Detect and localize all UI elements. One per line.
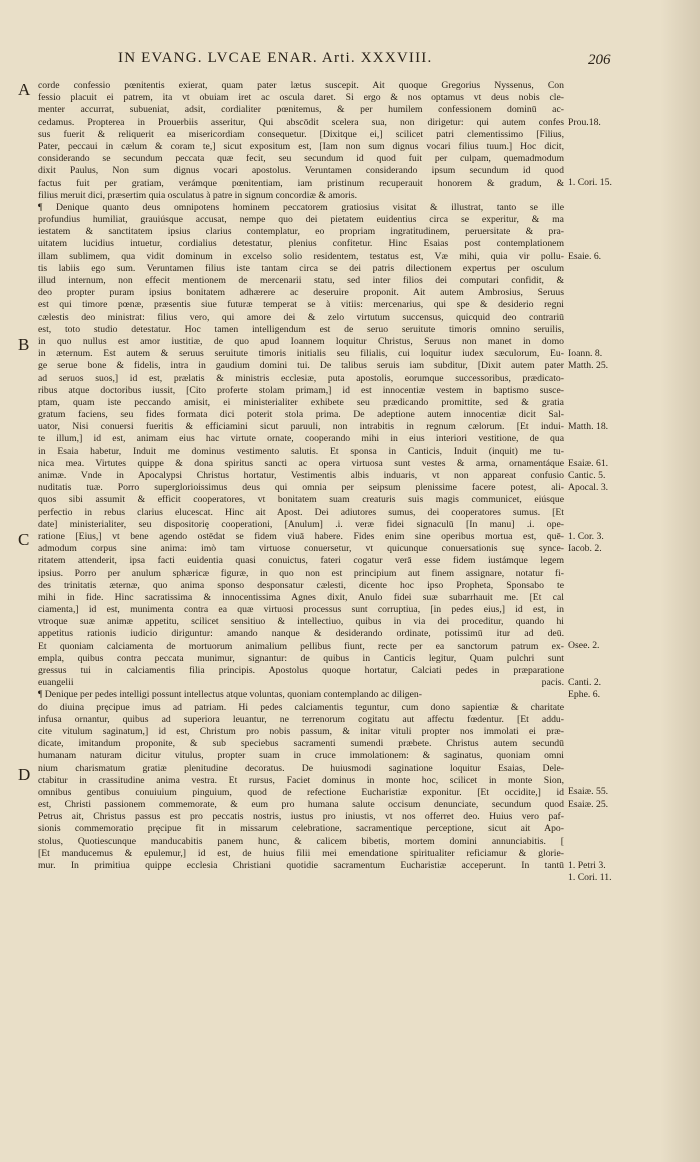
margin-reference: Matth. 18. [568, 421, 609, 433]
margin-reference: Prou.18. [568, 116, 601, 128]
margin-reference: 1. Petri 3. [568, 859, 606, 871]
text-line: dixit Paulus, Non sum dignus vocari apostolus. Veruntamen considerando ipsum secundum id quod [38, 165, 564, 177]
text-line: admodum corpus sine anima: imò tam virtuose conuersetur, vt quicunque conuersationis suę synce- [38, 543, 564, 555]
text-line: infusa ornantur, quibus ad superiora leuantur, ne terrenorum cogitatu aut affectu fœdentur. [Et addu- [38, 713, 564, 725]
margin-reference: Esaie. 6. [568, 250, 602, 262]
text-line: uitatem lucidius intuetur, cordialius detestatur, plenius confitetur. Hinc Esaias post contemplationem [38, 238, 564, 250]
text-line: ipsius. Porro per anulum sphæricæ figuræ, in quo non est principium aut finem assignare, notatur fi- [38, 567, 564, 579]
margin-reference: Esaiæ. 25. [568, 798, 609, 810]
text-line: Pater, peccaui in cælum & coram te,] sicut expositum est, [Iam non sum dignus vocari filius tuum.] Hoc dicit, [38, 140, 564, 152]
text-line: vtroque suæ animæ appetitu, scilicet sensitiuo & intellectiuo, quibus in via dei proceditur, quando hi [38, 616, 564, 628]
text-line: fessio placuit ei patrem, ita vt obuiam iret ac oscula daret. Si ergo & nos optamus vt deus nobis cle- [38, 92, 564, 104]
text-line: perfectio in rebus clarius elucescat. Hinc ait Apost. Dei adiutores sumus, dei cooperatores sumus. [Et [38, 506, 564, 518]
margin-reference: Canti. 2. [568, 676, 602, 688]
text-line: cedamus. Propterea in Prouerbiis asseritur, Qui abscōdit scelera sua, non dirigetur: qui autem confes [38, 116, 564, 128]
margin-reference: 1. Cori. 11. [568, 871, 612, 883]
section-marker-c: C [18, 530, 30, 549]
text-line: cælestis deo ministrat: filius vero, qui amore dei & zelo virtutum succensus, quicquid deo contrariū [38, 311, 564, 323]
section-marker-a: A [18, 80, 31, 99]
text-line: des trinitatis æternæ, quo anima sponso desponsatur cælesti, dicente hoc ipso Propheta, Sponsabo te [38, 579, 564, 591]
margin-reference: Matth. 25. [568, 360, 609, 372]
text-line: in quo nullus est amor iustitiæ, de quo apud Ioannem loquitur Christus, Seruus non manet in domo [38, 335, 564, 347]
text-line: est qui timore pœnæ, præsentis siue futuræ temperat se à vitiis: mercenarius, qui spe & desiderio regni [38, 299, 564, 311]
text-line: profundius humiliat, grauiúsque accusat, nempe quo dei pietatem euidentius circa se experitur, & ma [38, 214, 564, 226]
text-line: corde confessio pœnitentis exierat, quam pater lætus suscepit. Ait quoque Gregorius Nyssenus, Con [38, 80, 564, 91]
text-line: omnibus gentibus conuiuium pinguium, quod de refectione Eucharistiæ exponitur. [Et occidite,] id [38, 786, 564, 798]
text-line: te illum,] id est, animam eius hac virtute ornate, cooperando mihi in eius interiori vestitione, de qua [38, 433, 564, 445]
text-line: Et quoniam calciamenta de mortuorum animalium pellibus fiunt, recte per ea sanctorum patrum ex- [38, 640, 564, 652]
margin-reference: Cantic. 5. [568, 469, 606, 481]
text-line: stolus, Quotiescunque manducabitis panem hunc, & calicem bibetis, mortem domini annunciabitis. [ [38, 835, 564, 847]
text-line: Petrus ait, Christus passus est pro peccatis nostris, iustus pro iniustis, vt nos offerret deo. Huius vero paf- [38, 811, 564, 823]
text-line: ad seruos suos,] id est, prælatis & ministris ecclesiæ, puta apostolis, eorumque successoribus, prædicato- [38, 372, 564, 384]
text-line: mur. In primitiua quippe ecclesia Christiani quotidie sacramentum Eucharistiæ acceperunt. In tantū [38, 860, 564, 871]
text-line: sus fuerit & reliquerit ea misericordiam consequetur. [Dixitque ei,] scilicet patri clementissimo [Filius, [38, 128, 564, 140]
text-line: factus fuit per gratiam, verámque pœnitentiam, iam pristinum recuperauit honorem & gradum, & [38, 177, 564, 189]
text-line: cite vitulum saginatum,] id est, Christum pro nobis passum, & initar vituli propter nos immolati ei præ- [38, 725, 564, 737]
text-line: nica mea. Virtutes quippe & dona spiritus sancti ac opera virtuosa sunt vestes & arma, ornamentáque [38, 457, 564, 469]
text-line: tis labiis ego sum. Veruntamen filius iste tantam circa se dei patris dilectionem expertus per osculum [38, 262, 564, 274]
text-line: humanam naturam dicitur vitulus, propter suam in cruce immolationem: & saginatus, quoniam omni [38, 750, 564, 762]
text-line: in Esaia habetur, Induit me dominus vestimento salutis. Et sponsa in Canticis, Induit (inquit) me tu- [38, 445, 564, 457]
text-line: sionis commemoratio pręcipue fit in missarum celebratione, sacramentique perceptione, sicut ait Apo- [38, 823, 564, 835]
margin-reference: Esaiæ. 55. [568, 786, 609, 798]
text-line: euangelii pacis. [38, 677, 564, 689]
text-line: ge serue bone & fidelis, intra in gaudium domini tui. De talibus seruis iam subditur, [Dixit autem pater [38, 360, 564, 372]
text-line: nium charismatum gratiæ plenitudine decoratus. De huiusmodi saginatione loquitur Esaias, Dele- [38, 762, 564, 774]
text-line: nuditatis tuæ. Porro superglorioissimus deus qui omnia per seipsum plenissime facere potest, ali- [38, 482, 564, 494]
margin-reference: Apocal. 3. [568, 481, 609, 493]
text-line: animæ. Vnde in Apocalypsi Christus hortatur, Vestimentis albis induaris, vt non appareat confusio [38, 470, 564, 481]
text-line: ctabitur in crassitudine anima vestra. Et rursus, Faciet dominus in monte hoc, scilicet in monte Sion, [38, 774, 564, 786]
text-line: est, Christi passionem commemorate, & eum pro humana salute occisum denunciate, secundum quod [38, 799, 564, 811]
folio-number: 206 [588, 52, 611, 68]
text-line: empla, quibus contra peccata munimur, signantur: de quibus in Canticis legitur, Quam pulchri sunt [38, 652, 564, 664]
margin-reference: Esaiæ. 61. [568, 457, 609, 469]
section-marker-d: D [18, 765, 31, 784]
text-line: ciamenta,] id est, munimenta contra ea quæ virtuosi processus sunt corruptiua, [in pedes eius,] id est, in [38, 604, 564, 616]
text-line: filius meruit dici, præsertim quia osculatus à patre in signum concordiæ & amoris. [38, 189, 358, 201]
text-line: date] ministerialiter, seu dispositorię cooperationi, [Anulum] .i. veræ fidei signaculū [In manu] .i. ope- [38, 518, 564, 530]
text-line: iestatem & sanctitatem ipsius clarius contemplatur, eo propriam ingratitudinem, peruersitate & pra- [38, 226, 564, 238]
text-line: appetitus rationis iudicio diriguntur: amando nanque & desiderando ordinate, potissimū itur ad deū. [38, 628, 564, 640]
text-line: ratione [Eius,] vt bene agendo ostēdat se fidem viuā habere. Fides enim sine operibus mortua est, quē- [38, 530, 564, 542]
text-line: menter accurrat, subueniat, adsit, cordialiter pœnitemus, & per humilem confessionem dominū ac- [38, 104, 564, 116]
margin-reference: Ephe. 6. [568, 689, 601, 700]
text-line: considerando se secundum peccata quæ fecit, seu secundum id quod fuit per culpam, quemadmodum [38, 153, 564, 165]
text-line: est, toto studio detestatur. Hoc tamen intelligendum est de seruo seruitute timoris omnino seruilis, [38, 323, 564, 335]
text-line: illud internum, non effecit mentionem de mercenarii statu, sed inter filios dei computari confidit, & [38, 275, 564, 286]
body-text [38, 80, 564, 872]
text-line: uator, Nisi conuersi fueritis & efficiamini sicut paruuli, non intrabitis in regnum cælorum. [Et indui- [38, 421, 564, 433]
text-line: quos sibi assumit & efficit cooperatores, vt bonitatem suam creaturis suis magis communicet, eiúsque [38, 494, 564, 506]
margin-reference: 1. Cori. 15. [568, 177, 612, 189]
margin-reference: Osee. 2. [568, 640, 600, 652]
margin-reference: Ioann. 8. [568, 347, 603, 359]
text-line: ribus atque doctoribus iussit, [Cito proferte stolam primam,] id est innocentiæ vestem in baptismo susce- [38, 384, 564, 396]
text-line: ritatem attenderit, ipsa facti euidentia quasi conuictus, fateri cogatur verā esse fidem iustámque legem [38, 555, 564, 567]
text-line: ¶ Denique per pedes intelligi possunt intellectus atque voluntas, quoniam contemplando ac diligen- [38, 689, 422, 701]
text-line: in æternum. Est autem & seruus seruitute timoris initialis seu filialis, cui loquitur iudex sæculorum, Eu- [38, 348, 564, 360]
text-line: dicate, imitandum proponite, & sub speciebus sacramenti sumendi præbete. Christus autem secundū [38, 738, 564, 750]
section-marker-b: B [18, 335, 30, 354]
margin-reference: 1. Cor. 3. [568, 530, 604, 542]
text-line: gressus tui in calciamentis filia principis. Apostolus quoque hortatur, Calciati pedes in præparatione [38, 665, 564, 676]
text-line: mihi in fide. Hinc sacratissima & innocentissima Agnes dixit, Anulo fidei suæ subarrhauit me. [Et cal [38, 591, 564, 603]
text-line: ptam, quam iste peccando amisit, ei ministerialiter exhibete seu prædicando promittite, sed & gratia [38, 396, 564, 408]
text-line: [Et manducemus & epulemur,] id est, de huius filii mei emendatione spiritualiter reficiamur & glorie- [38, 847, 564, 859]
text-line: deo propter puram ipsius bonitatem adhærere ac deseruire proponit. Ait autem Ambrosius, Seruus [38, 287, 564, 299]
text-line: gratum faciens, seu fides formata dici poterit stola prima. De adeptione autem innocentiæ dicit Sal- [38, 409, 564, 421]
running-title: IN EVANG. LVCAE ENAR. Arti. XXXVIII. [118, 50, 433, 66]
text-line: do diuina pręcipue imus ad patriam. Hi pedes calciamentis teguntur, cum dono sapientiæ & charitate [38, 701, 564, 713]
page-edge-shadow [660, 0, 700, 1162]
text-line: ¶ Denique quanto deus omnipotens hominem peccatorem gratiosius visitat & illustrat, tanto se ille [38, 201, 564, 213]
margin-reference: Iacob. 2. [568, 542, 602, 554]
text-line: illam sublimem, qua vidit dominum in excelso solio residentem, testatus est, Væ mihi, quia vir pollu- [38, 250, 564, 262]
